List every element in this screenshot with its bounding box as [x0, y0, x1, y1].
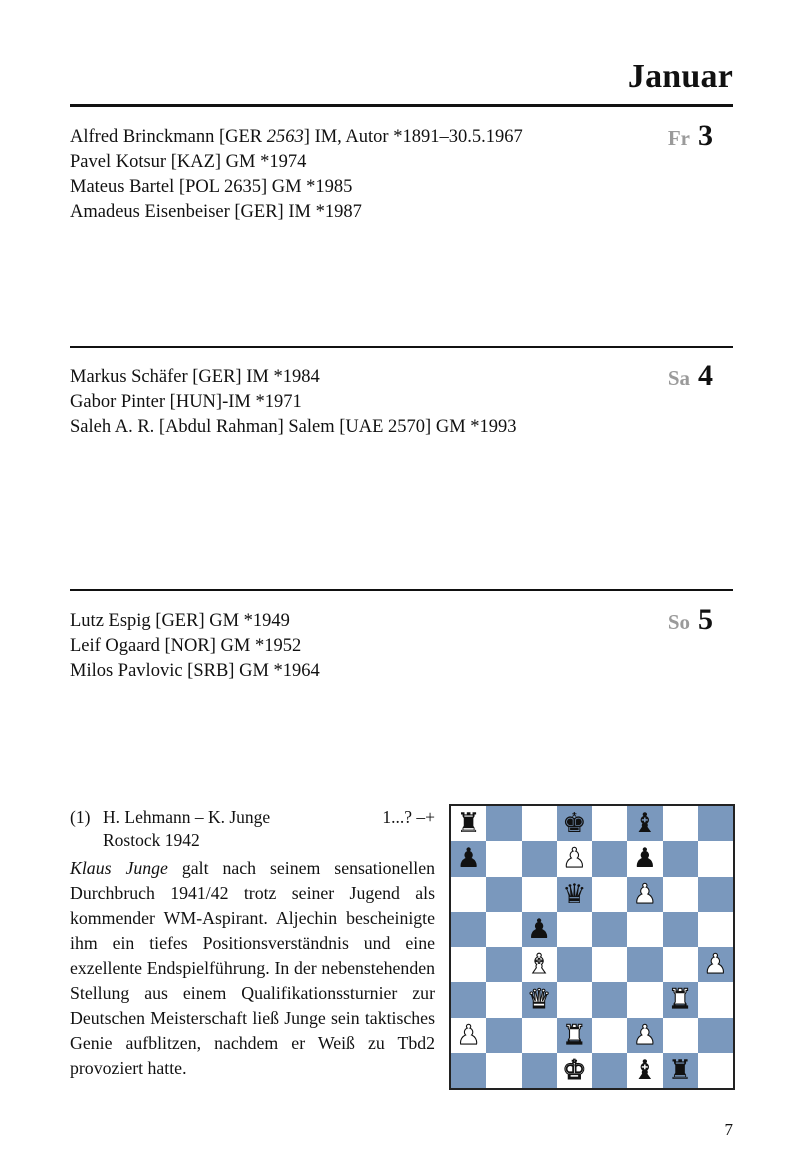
black-rook-icon: ♜ — [668, 1054, 693, 1086]
page-number: 7 — [724, 1120, 733, 1139]
people-list — [70, 609, 320, 684]
board-square — [663, 982, 698, 1017]
board-square — [627, 947, 662, 982]
day-number: 4 — [698, 359, 713, 392]
board-square — [557, 1018, 592, 1053]
board-square — [451, 912, 486, 947]
board-square — [451, 877, 486, 912]
board-square — [663, 912, 698, 947]
day-heading — [668, 359, 713, 393]
board-square — [663, 806, 698, 841]
person-entry: Amadeus Eisenbeiser [GER] IM *1987 — [70, 202, 362, 222]
person-entry: Mateus Bartel [POL 2635] GM *1985 — [70, 177, 353, 197]
board-square — [486, 947, 521, 982]
white-king-icon: ♚ — [562, 1054, 587, 1086]
black-pawn-icon: ♟ — [632, 843, 657, 875]
board-square — [486, 912, 521, 947]
board-square — [522, 947, 557, 982]
white-pawn-icon: ♟ — [562, 843, 587, 875]
board-square — [486, 877, 521, 912]
board-square — [663, 1018, 698, 1053]
person-entry: Markus Schäfer [GER] IM *1984 — [70, 367, 320, 387]
board-square — [592, 1018, 627, 1053]
board-square — [663, 947, 698, 982]
board-square — [522, 1053, 557, 1088]
board-square — [486, 806, 521, 841]
board-square — [557, 806, 592, 841]
board-square — [522, 806, 557, 841]
puzzle-text-body: galt nach seinem sensationellen Durchbruch 1941/42 trotz seiner Jugend als kommender WM-Aspirant. Aljechin bescheinigte ihm ein tiefes Positionsverständnis und eine exzellente Endspielführung. In der nebenstehenden Stellung aus einem Qualifikationssturnier zur Deutschen Meisterschaft ließ Junge sein taktisches Genie aufblitzen, nachdem er Weiß zu Tbd2 provoziert hatte. — [70, 858, 436, 1078]
board-square — [663, 841, 698, 876]
black-rook-icon: ♜ — [456, 808, 481, 840]
white-pawn-icon: ♟ — [632, 878, 657, 910]
board-square — [698, 1018, 733, 1053]
board-square — [592, 947, 627, 982]
weekday-label: Sa — [667, 366, 690, 390]
day-heading — [668, 603, 713, 637]
board-square — [522, 1018, 557, 1053]
white-rook-icon: ♜ — [562, 1019, 587, 1051]
board-square — [592, 877, 627, 912]
board-square — [663, 1053, 698, 1088]
person-entry: Milos Pavlovic [SRB] GM *1964 — [70, 661, 320, 681]
person-entry: Lutz Espig [GER] GM *1949 — [70, 611, 290, 631]
board-square — [451, 982, 486, 1017]
black-queen-icon: ♛ — [562, 878, 587, 910]
white-rook-icon: ♜ — [668, 984, 693, 1016]
board-square — [451, 841, 486, 876]
header-rule — [70, 104, 733, 107]
board-square — [592, 982, 627, 1017]
black-king-icon: ♚ — [562, 808, 587, 840]
month-title: Januar — [627, 58, 733, 95]
black-pawn-icon: ♟ — [527, 913, 552, 945]
weekday-label: Fr — [667, 126, 690, 150]
board-square — [627, 1018, 662, 1053]
board-square — [627, 841, 662, 876]
board-square — [592, 1053, 627, 1088]
board-square — [592, 806, 627, 841]
people-list — [70, 125, 523, 225]
black-bishop-icon: ♝ — [632, 1054, 657, 1086]
board-square — [486, 1018, 521, 1053]
board-square — [451, 806, 486, 841]
board-square — [486, 982, 521, 1017]
board-square — [486, 1053, 521, 1088]
puzzle-header — [70, 806, 435, 852]
board-square — [522, 877, 557, 912]
person-entry: Gabor Pinter [HUN]-IM *1971 — [70, 392, 302, 412]
board-square — [451, 1018, 486, 1053]
board-square — [557, 982, 592, 1017]
board-square — [627, 1053, 662, 1088]
board-square — [522, 841, 557, 876]
board-square — [451, 947, 486, 982]
puzzle-place: Rostock 1942 — [103, 830, 200, 850]
white-pawn-icon: ♟ — [703, 949, 728, 981]
person-entry: Leif Ogaard [NOR] GM *1952 — [70, 636, 302, 656]
board-square — [698, 1053, 733, 1088]
board-square — [592, 841, 627, 876]
day-number: 5 — [698, 603, 713, 636]
puzzle-text-name: Klaus Junge — [70, 858, 168, 878]
puzzle-text — [70, 856, 435, 1081]
weekday-label: So — [667, 610, 690, 634]
board-square — [663, 877, 698, 912]
board-square — [557, 912, 592, 947]
board-square — [557, 947, 592, 982]
black-bishop-icon: ♝ — [632, 808, 657, 840]
chess-board — [449, 804, 735, 1090]
board-square — [698, 877, 733, 912]
board-square — [698, 912, 733, 947]
day-divider — [70, 589, 733, 591]
board-square — [627, 912, 662, 947]
board-square — [627, 982, 662, 1017]
white-bishop-icon: ♝ — [527, 949, 552, 981]
board-square — [698, 806, 733, 841]
person-entry: Alfred Brinckmann [GER 2563] IM, Autor *1891–30.5.1967 — [70, 127, 523, 147]
white-queen-icon: ♛ — [527, 984, 552, 1016]
board-square — [522, 982, 557, 1017]
board-square — [698, 947, 733, 982]
board-square — [557, 1053, 592, 1088]
board-square — [627, 877, 662, 912]
black-pawn-icon: ♟ — [456, 843, 481, 875]
board-square — [698, 841, 733, 876]
board-square — [451, 1053, 486, 1088]
puzzle-section — [70, 806, 435, 1081]
day-divider — [70, 346, 733, 348]
board-square — [592, 912, 627, 947]
white-pawn-icon: ♟ — [456, 1019, 481, 1051]
person-entry: Pavel Kotsur [KAZ] GM *1974 — [70, 152, 307, 172]
board-square — [557, 877, 592, 912]
board-square — [557, 841, 592, 876]
people-list — [70, 365, 517, 440]
board-square — [627, 806, 662, 841]
puzzle-result: 1...? –+ — [382, 807, 435, 827]
board-square — [698, 982, 733, 1017]
board-square — [486, 841, 521, 876]
white-pawn-icon: ♟ — [632, 1019, 657, 1051]
puzzle-number: (1) — [70, 807, 91, 827]
day-heading — [668, 119, 713, 153]
person-entry: Saleh A. R. [Abdul Rahman] Salem [UAE 2570] GM *1993 — [70, 417, 517, 437]
puzzle-players: H. Lehmann – K. Junge — [103, 807, 271, 827]
board-square — [522, 912, 557, 947]
day-number: 3 — [698, 119, 713, 152]
